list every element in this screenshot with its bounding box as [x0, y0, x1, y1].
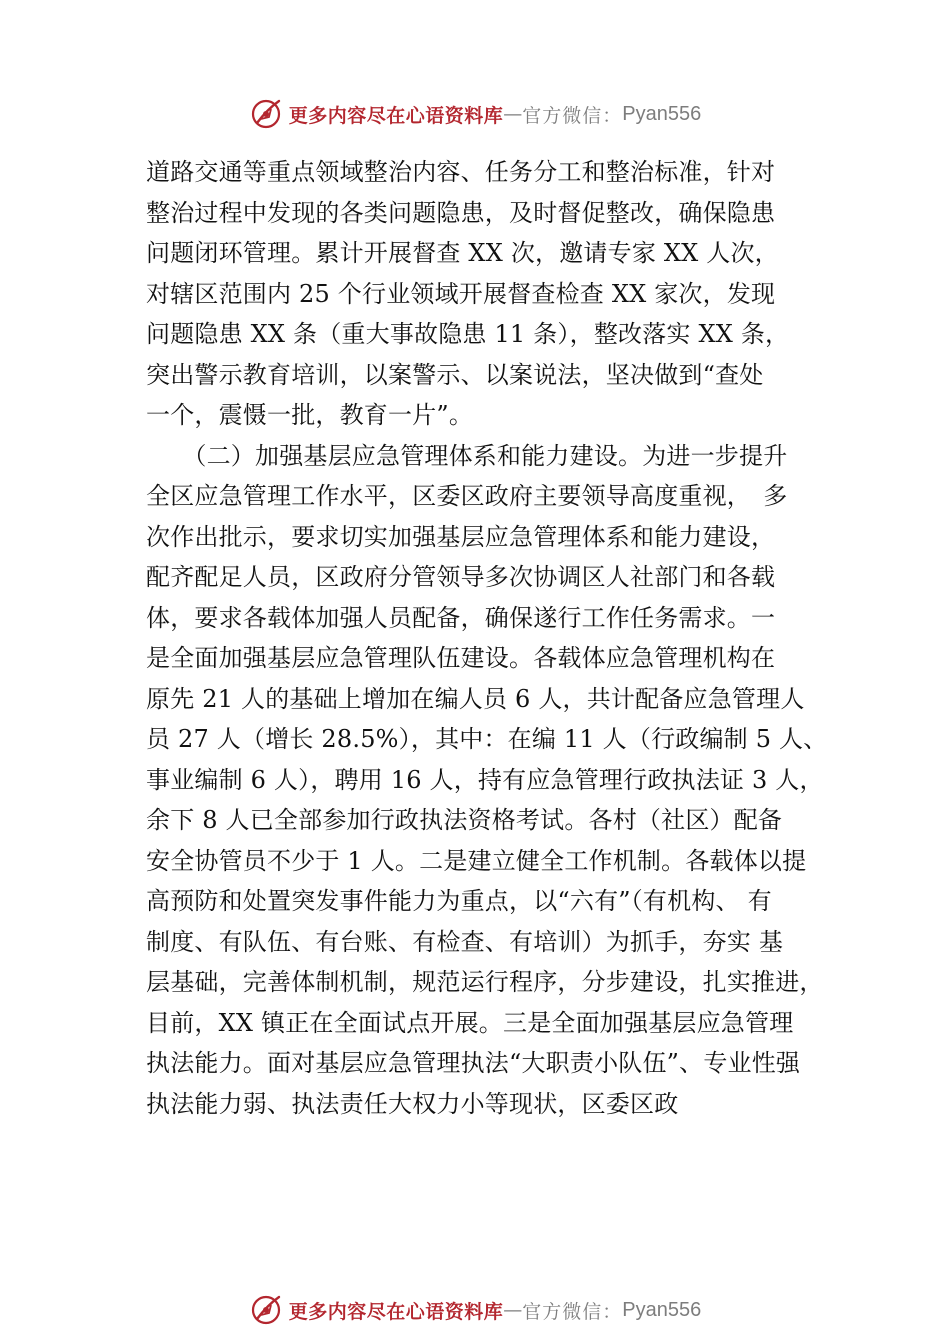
- body-line: 高预防和处置突发事件能力为重点，以“六有”（有机构、 有: [146, 887, 772, 915]
- body-line: 全区应急管理工作水平，区委区政府主要领导高度重视， 多: [146, 482, 788, 510]
- watermark-main-text: 更多内容尽在心语资料库: [288, 1300, 504, 1323]
- body-line: 事业编制 6 人），聘用 16 人，持有应急管理行政执法证 3 人，: [146, 765, 824, 794]
- body-line: 执法能力弱、执法责任大权力小等现状，区委区政: [146, 1089, 679, 1118]
- body-line: 对辖区范围内 25 个行业领域开展督查检查 XX 家次，发现: [146, 279, 776, 308]
- quill-seal-logo-icon: [249, 1293, 283, 1327]
- header-watermark: [0, 94, 950, 134]
- body-line: 制度、有队伍、有台账、有检查、有培训）为抓手，夯实 基: [146, 927, 784, 956]
- body-line: 问题闭环管理。累计开展督查 XX 次，邀请专家 XX 人次，: [146, 239, 779, 267]
- section-heading-line: （二）加强基层应急管理体系和能力建设。为进一步提升: [146, 441, 788, 470]
- body-line: 是全面加强基层应急管理队伍建设。各载体应急管理机构在: [146, 644, 776, 672]
- quill-seal-logo-icon: [249, 97, 283, 131]
- body-line: 原先 21 人的基础上增加在编人员 6 人，共计配备应急管理人: [146, 684, 805, 713]
- watermark-wechat-id: Pyan556: [622, 102, 702, 125]
- body-line: 道路交通等重点领域整治内容、任务分工和整治标准，针对: [146, 158, 776, 186]
- body-line: 层基础，完善体制机制，规范运行程序，分步建设，扎实推进，: [146, 968, 824, 996]
- body-line: 员 27 人（增长 28.5%），其中：在编 11 人（行政编制 5 人、: [146, 725, 828, 753]
- watermark-sub-text: 官方微信：: [522, 1300, 623, 1323]
- body-line: 配齐配足人员，区政府分管领导多次协调区人社部门和各载: [146, 563, 776, 591]
- body-line: 执法能力。面对基层应急管理执法“大职责小队伍”、专业性强: [146, 1049, 801, 1077]
- footer-watermark: [0, 1290, 950, 1330]
- watermark-dash: —: [503, 103, 523, 125]
- body-line: 整治过程中发现的各类问题隐患，及时督促整改，确保隐患: [146, 198, 776, 227]
- body-line: 问题隐患 XX 条（重大事故隐患 11 条），整改落实 XX 条，: [146, 320, 790, 348]
- body-line: 目前，XX 镇正在全面试点开展。三是全面加强基层应急管理: [146, 1008, 794, 1037]
- watermark-main-text: 更多内容尽在心语资料库: [288, 104, 504, 127]
- body-line: 体，要求各载体加强人员配备，确保遂行工作任务需求。一: [146, 603, 776, 632]
- body-line: 安全协管员不少于 1 人。二是建立健全工作机制。各载体以提: [146, 846, 807, 875]
- watermark-wechat-id: Pyan556: [622, 1298, 702, 1321]
- watermark-sub-text: 官方微信：: [522, 104, 623, 127]
- body-line: 次作出批示，要求切实加强基层应急管理体系和能力建设，: [146, 522, 776, 551]
- body-line: 一个，震慑一批，教育一片”。: [146, 401, 474, 429]
- watermark-dash: —: [503, 1299, 523, 1321]
- body-line: 余下 8 人已全部参加行政执法资格考试。各村（社区）配备: [146, 806, 783, 834]
- body-line: 突出警示教育培训，以案警示、以案说法，坚决做到“查处: [146, 360, 764, 389]
- document-body: [146, 152, 846, 1124]
